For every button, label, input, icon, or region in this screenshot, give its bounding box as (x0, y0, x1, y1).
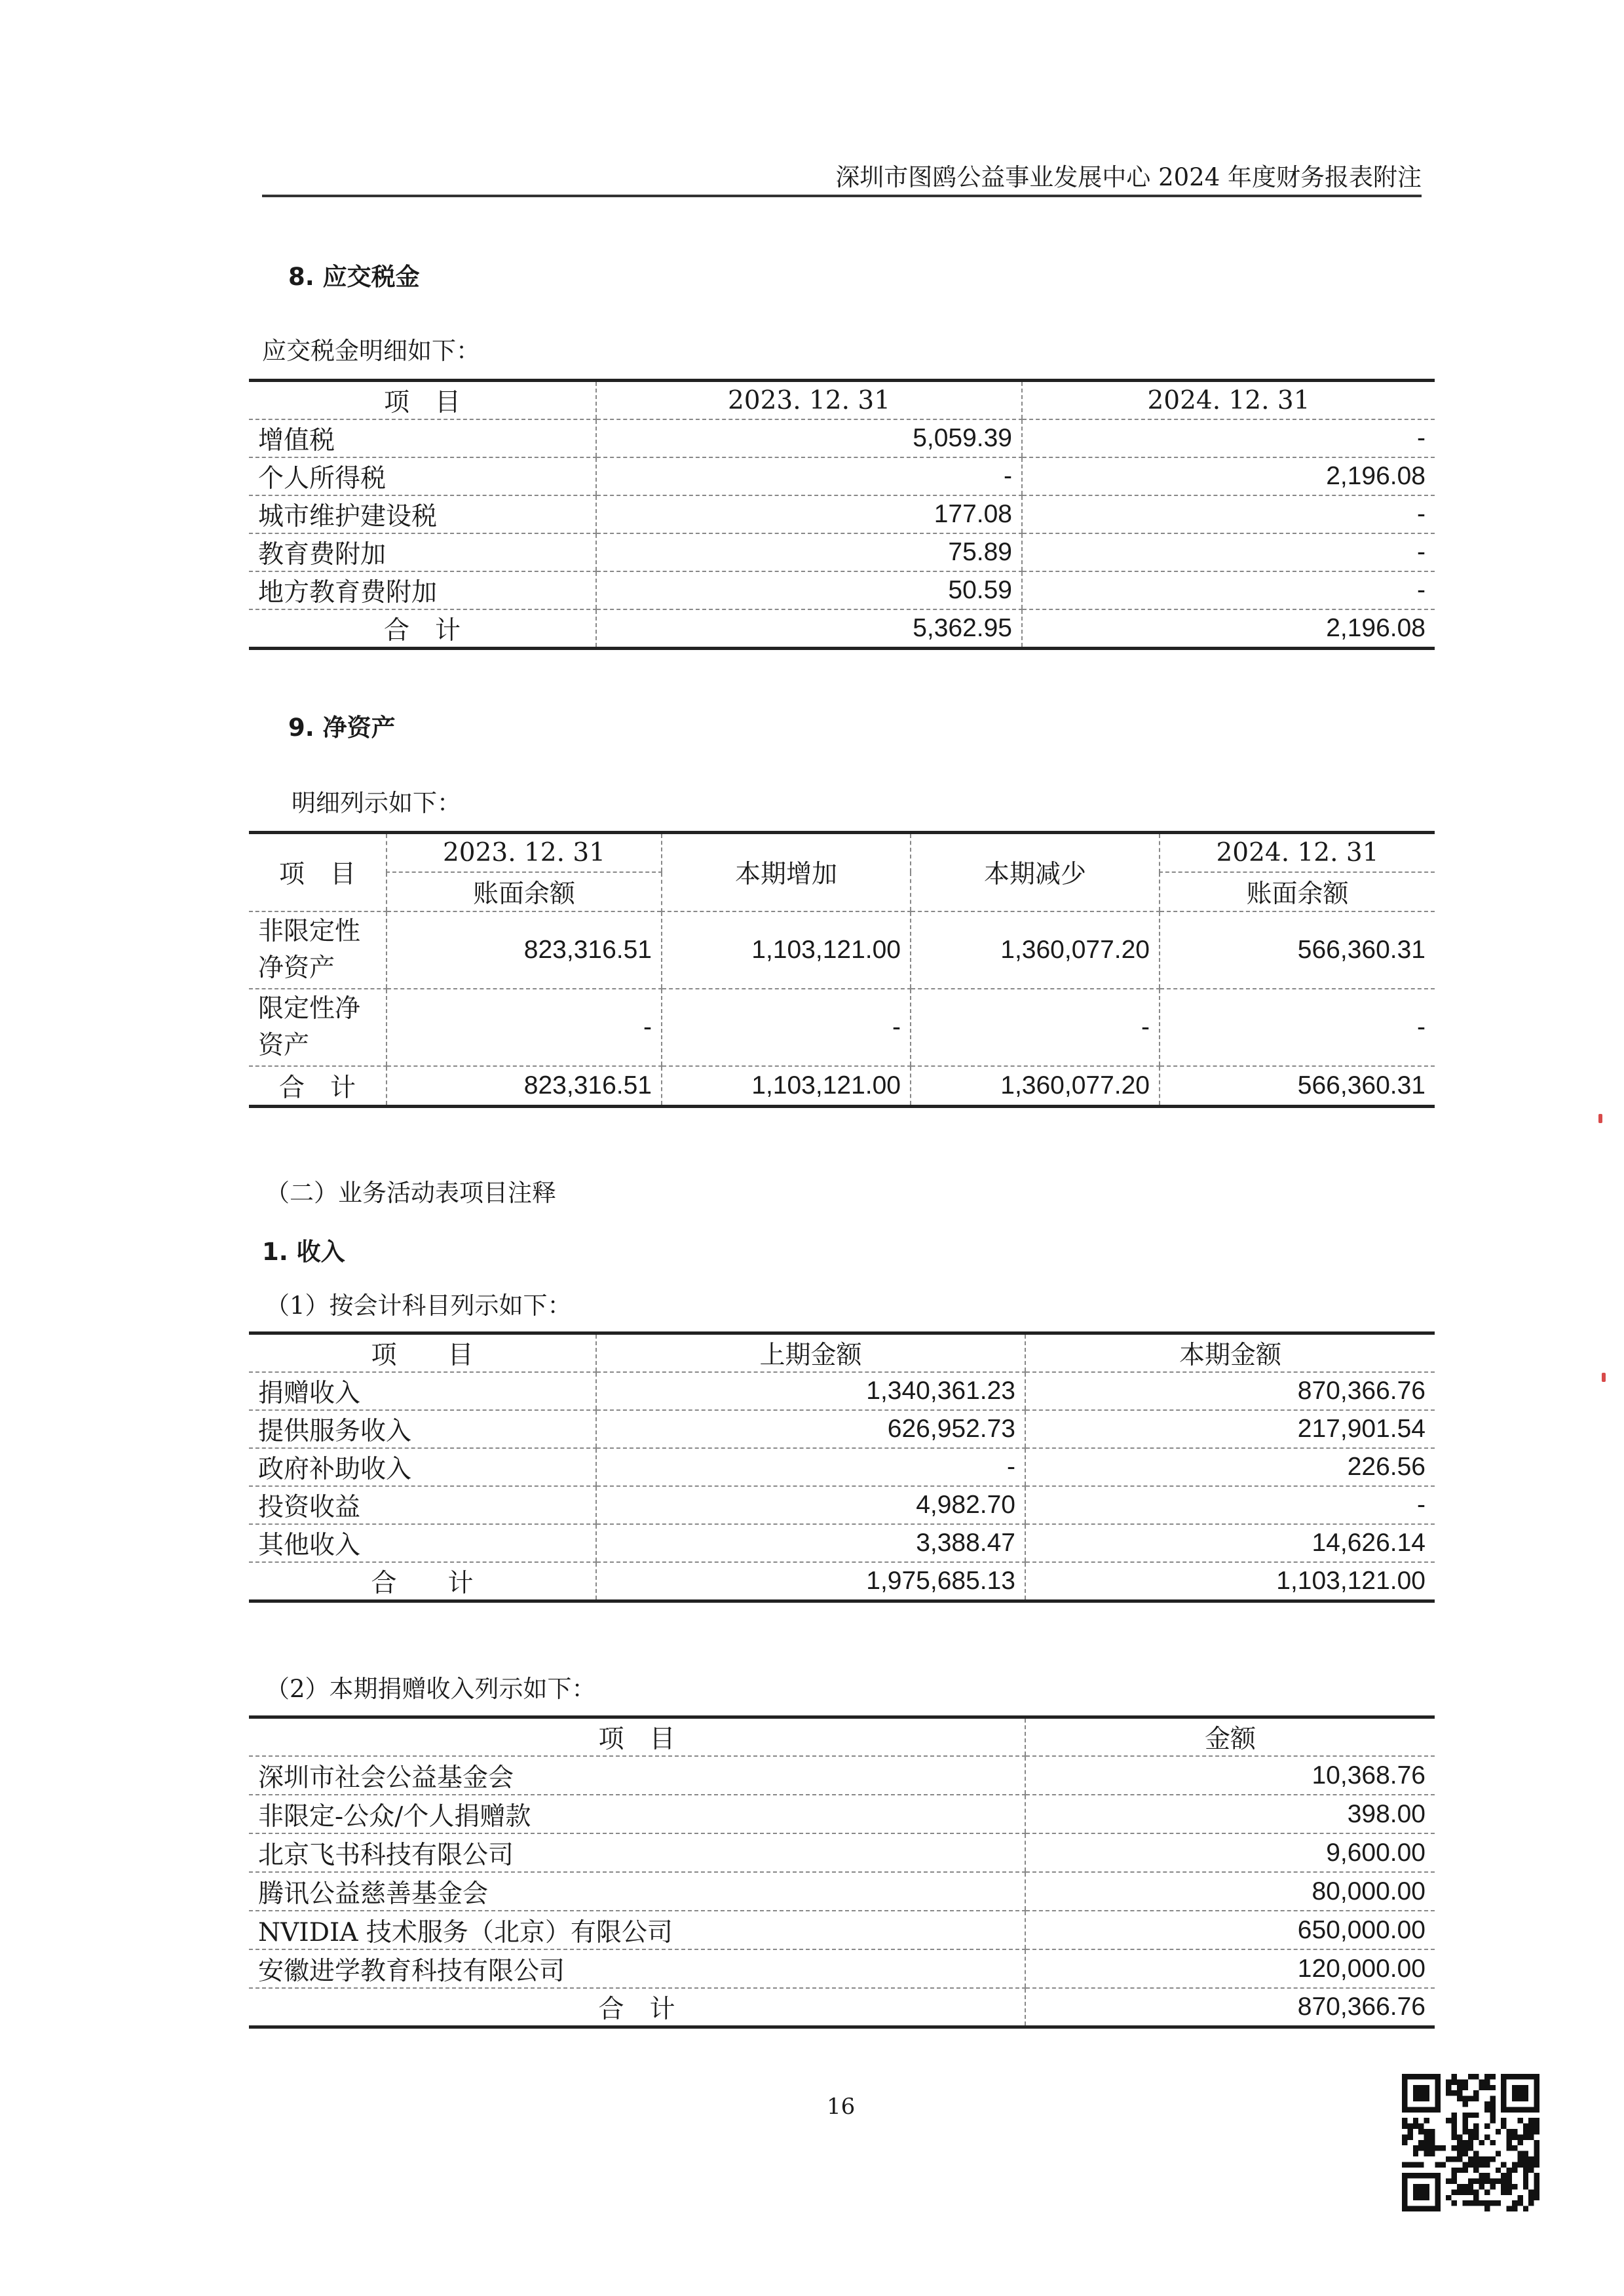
cell-2024: 566,360.31 (1160, 911, 1435, 989)
cell-decrease: - (911, 989, 1160, 1066)
cell-2023: 177.08 (596, 495, 1022, 533)
column-header: 本期减少 (911, 833, 1160, 911)
table-row (249, 495, 1435, 533)
row-label: 捐赠收入 (249, 1372, 596, 1410)
net-assets-table (249, 831, 1435, 1108)
cell-2023: - (596, 457, 1022, 495)
cell-2024: - (1022, 533, 1435, 571)
column-header: 上期金额 (596, 1333, 1025, 1373)
cell-prior: 4,982.70 (596, 1486, 1025, 1524)
row-label: 限定性净 资产 (249, 989, 387, 1066)
header-divider (262, 195, 1422, 197)
row-label: 政府补助收入 (249, 1448, 596, 1486)
margin-mark (1602, 1373, 1606, 1382)
table-total-row (249, 1066, 1435, 1107)
column-header: 2023. 12. 31 (596, 381, 1022, 420)
column-subheader: 账面余额 (387, 872, 662, 911)
cell-prior: 3,388.47 (596, 1524, 1025, 1562)
row-label: 其他收入 (249, 1524, 596, 1562)
row-label: 合 计 (278, 1073, 356, 1103)
cell-2024: - (1022, 495, 1435, 533)
cell-decrease: 1,360,077.20 (911, 911, 1160, 989)
cell-2023: 823,316.51 (387, 911, 662, 989)
column-header: 项 目 (249, 381, 596, 420)
row-label: 合 计 (598, 1995, 675, 2024)
cell-prior: 1,340,361.23 (596, 1372, 1025, 1410)
cell-amount: 10,368.76 (1025, 1756, 1435, 1795)
donations-table (249, 1715, 1435, 2029)
page-number: 16 (827, 2094, 856, 2120)
table-header-row (249, 381, 1435, 420)
tax-heading: 8. 应交税金 (288, 263, 420, 291)
row-label: 非限定-公众/个人捐赠款 (249, 1795, 1025, 1833)
table-row (249, 1756, 1435, 1795)
cell-2024: - (1022, 419, 1435, 457)
cell-2024: - (1022, 571, 1435, 609)
cell-current: 14,626.14 (1025, 1524, 1435, 1562)
cell-increase: - (662, 989, 911, 1066)
row-label: 地方教育费附加 (249, 571, 596, 609)
table-row (249, 1795, 1435, 1833)
tax-table (249, 379, 1435, 650)
column-header: 2024. 12. 31 (1022, 381, 1435, 420)
column-header: 2024. 12. 31 (1160, 833, 1435, 872)
row-label: 城市维护建设税 (249, 495, 596, 533)
cell-prior: - (596, 1448, 1025, 1486)
column-subheader: 账面余额 (1160, 872, 1435, 911)
cell-2024: 566,360.31 (1160, 1066, 1435, 1107)
table-row (249, 1524, 1435, 1562)
cell-current: 217,901.54 (1025, 1410, 1435, 1448)
cell-2023: 5,059.39 (596, 419, 1022, 457)
row-label: 个人所得税 (249, 457, 596, 495)
income-subheading: （1）按会计科目列示如下： (265, 1292, 572, 1320)
table-total-row (249, 1562, 1435, 1601)
column-header: 本期增加 (662, 833, 911, 911)
net-assets-intro: 明细列示如下： (292, 789, 461, 817)
cell-prior: 1,975,685.13 (596, 1562, 1025, 1601)
cell-increase: 1,103,121.00 (662, 1066, 911, 1107)
page-header-title: 深圳市图鸥公益事业发展中心 2024 年度财务报表附注 (835, 163, 1422, 191)
cell-amount: 80,000.00 (1025, 1872, 1435, 1911)
column-header: 2023. 12. 31 (387, 833, 662, 872)
margin-mark (1598, 1114, 1602, 1123)
column-header: 本期金额 (1025, 1333, 1435, 1373)
table-header-row (249, 1333, 1435, 1373)
income-heading: 1. 收入 (262, 1238, 345, 1266)
cell-current: 1,103,121.00 (1025, 1562, 1435, 1601)
column-header: 项 目 (249, 833, 387, 911)
cell-amount: 9,600.00 (1025, 1833, 1435, 1872)
column-header: 项 目 (249, 1717, 1025, 1757)
cell-amount: 870,366.76 (1025, 1988, 1435, 2027)
row-label: NVIDIA 技术服务（北京）有限公司 (249, 1911, 1025, 1949)
table-row (249, 1372, 1435, 1410)
cell-prior: 626,952.73 (596, 1410, 1025, 1448)
cell-current: 226.56 (1025, 1448, 1435, 1486)
net-assets-heading: 9. 净资产 (288, 714, 396, 742)
column-header: 金额 (1025, 1717, 1435, 1757)
tax-intro: 应交税金明细如下： (262, 337, 480, 365)
row-label: 安徽进学教育科技有限公司 (249, 1949, 1025, 1988)
row-label: 北京飞书科技有限公司 (249, 1833, 1025, 1872)
row-label: 教育费附加 (249, 533, 596, 571)
table-total-row (249, 1988, 1435, 2027)
cell-2024: 2,196.08 (1022, 609, 1435, 649)
row-label: 投资收益 (249, 1486, 596, 1524)
table-row (249, 571, 1435, 609)
row-label: 增值税 (249, 419, 596, 457)
section-title: （二）业务活动表项目注释 (265, 1179, 556, 1207)
table-row (249, 419, 1435, 457)
table-row (249, 1410, 1435, 1448)
row-label: 非限定性 净资产 (249, 911, 387, 989)
cell-current: - (1025, 1486, 1435, 1524)
cell-amount: 650,000.00 (1025, 1911, 1435, 1949)
qr-code-icon (1402, 2074, 1539, 2211)
cell-2024: - (1160, 989, 1435, 1066)
cell-2023: - (387, 989, 662, 1066)
cell-amount: 120,000.00 (1025, 1949, 1435, 1988)
table-row (249, 1833, 1435, 1872)
cell-amount: 398.00 (1025, 1795, 1435, 1833)
row-label: 腾讯公益慈善基金会 (249, 1872, 1025, 1911)
table-row (249, 911, 1435, 989)
table-row (249, 457, 1435, 495)
column-header: 项 目 (249, 1333, 596, 1373)
cell-2023: 823,316.51 (387, 1066, 662, 1107)
table-row (249, 533, 1435, 571)
table-row (249, 989, 1435, 1066)
cell-decrease: 1,360,077.20 (911, 1066, 1160, 1107)
cell-2023: 5,362.95 (596, 609, 1022, 649)
table-row (249, 1911, 1435, 1949)
table-row (249, 1448, 1435, 1486)
cell-increase: 1,103,121.00 (662, 911, 911, 989)
table-total-row (249, 609, 1435, 649)
cell-current: 870,366.76 (1025, 1372, 1435, 1410)
cell-2023: 50.59 (596, 571, 1022, 609)
row-label: 深圳市社会公益基金会 (249, 1756, 1025, 1795)
cell-2023: 75.89 (596, 533, 1022, 571)
table-row (249, 1486, 1435, 1524)
row-label: 合 计 (371, 1569, 474, 1598)
table-row (249, 1872, 1435, 1911)
row-label: 提供服务收入 (249, 1410, 596, 1448)
table-header-row (249, 1717, 1435, 1757)
cell-2024: 2,196.08 (1022, 457, 1435, 495)
donations-subheading: （2）本期捐赠收入列示如下： (265, 1675, 596, 1703)
table-row (249, 1949, 1435, 1988)
income-table (249, 1331, 1435, 1603)
row-label: 合 计 (383, 616, 461, 645)
table-header-row (249, 833, 1435, 872)
